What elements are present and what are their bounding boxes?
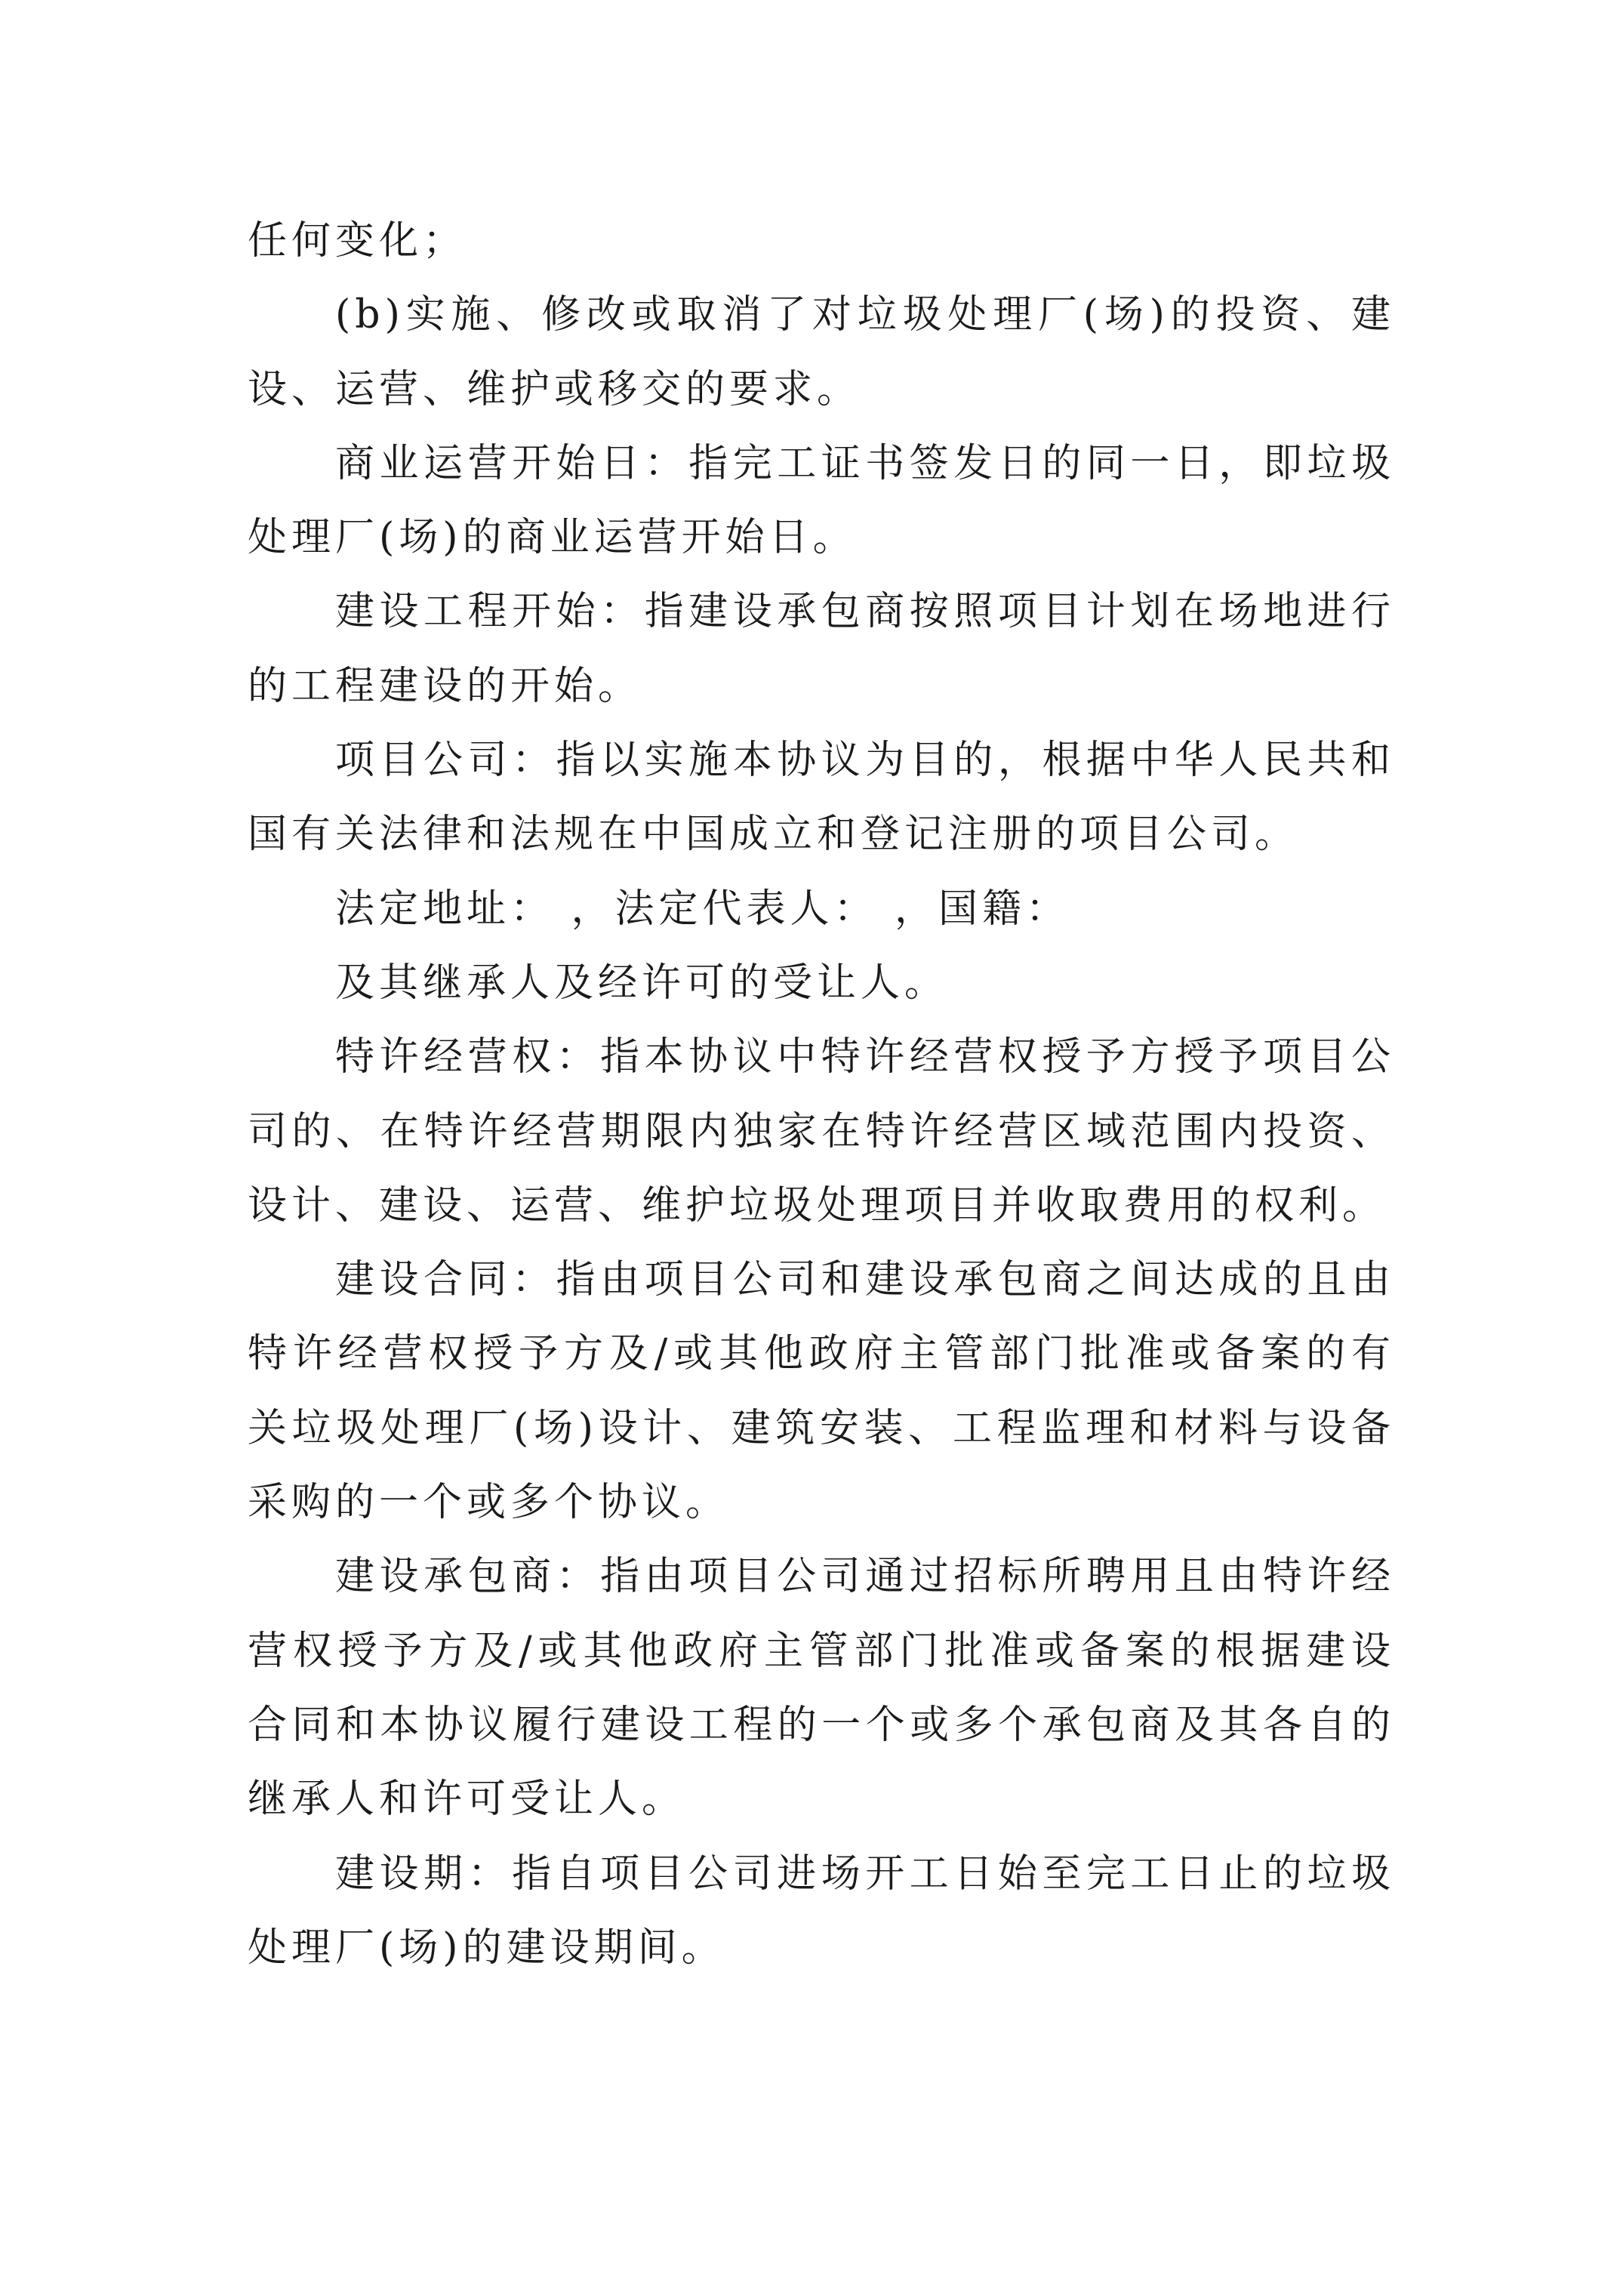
document-body [248, 204, 1395, 1985]
paragraph-legal-address: 法定地址： ，法定代表人： ，国籍： [335, 886, 1070, 932]
paragraph-construction-contract: 建设合同：指由项目公司和建设承包商之间达成的且由特许经营权授予方及/或其他政府主管部门批准或备案的有关垃圾处理厂(场)设计、建筑安装、工程监理和材料与设备采购的一个或多个协议。 [248, 1257, 1395, 1526]
paragraph-construction-contractor: 建设承包商：指由项目公司通过招标所聘用且由特许经营权授予方及/或其他政府主管部门批准或备案的根据建设合同和本协议履行建设工程的一个或多个承包商及其各自的继承人和许可受让人。 [248, 1554, 1395, 1823]
paragraph-commercial-operation-date: 商业运营开始日：指完工证书签发日的同一日，即垃圾处理厂(场)的商业运营开始日。 [248, 440, 1395, 561]
paragraph-project-company: 项目公司：指以实施本协议为目的，根据中华人民共和国有关法律和法规在中国成立和登记注册的项目公司。 [248, 738, 1395, 858]
paragraph-construction-start: 建设工程开始：指建设承包商按照项目计划在场地进行的工程建设的开始。 [248, 589, 1395, 709]
paragraph-successors: 及其继承人及经许可的受让人。 [335, 960, 949, 1006]
paragraph-continuation: 任何变化； [248, 218, 467, 264]
paragraph-clause-b: (b)实施、修改或取消了对垃圾处理厂(场)的投资、建设、运营、维护或移交的要求。 [248, 292, 1395, 412]
paragraph-franchise-right: 特许经营权：指本协议中特许经营权授予方授予项目公司的、在特许经营期限内独家在特许经营区域范围内投资、设计、建设、运营、维护垃圾处理项目并收取费用的权利。 [248, 1034, 1395, 1228]
paragraph-construction-period: 建设期：指自项目公司进场开工日始至完工日止的垃圾处理厂(场)的建设期间。 [248, 1851, 1395, 1971]
